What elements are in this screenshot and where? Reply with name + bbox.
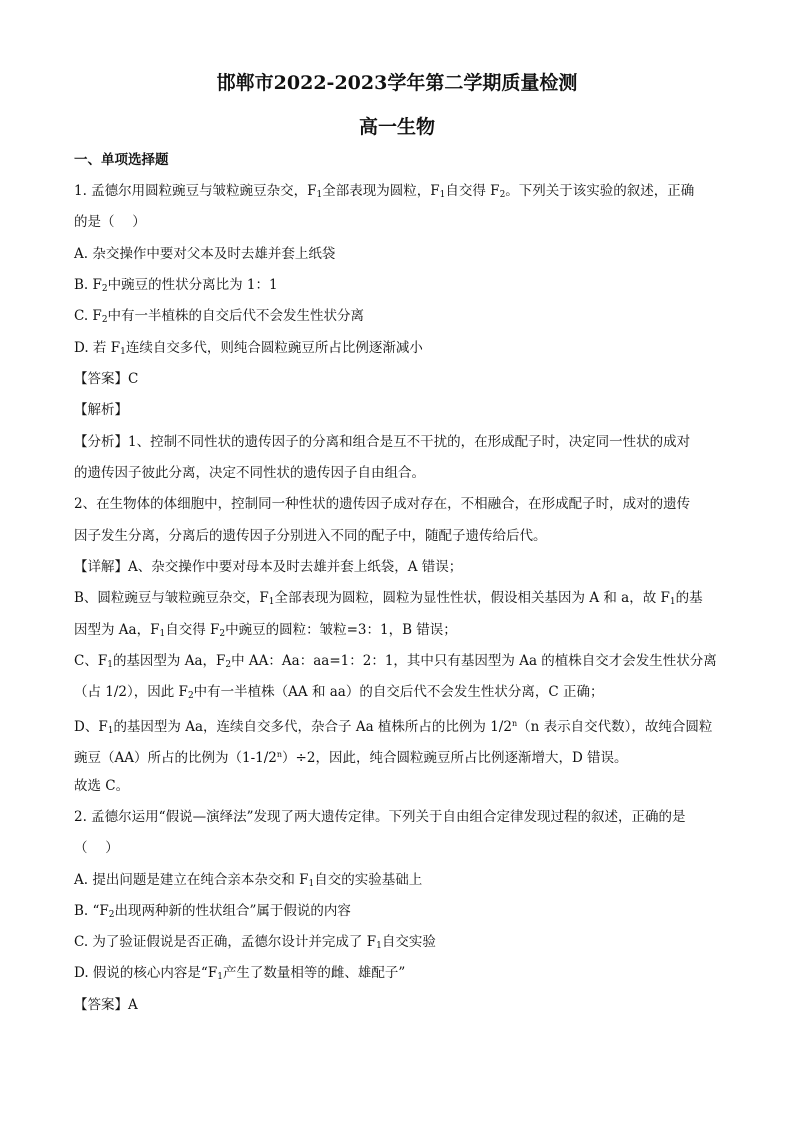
section-heading: 一、单项选择题: [74, 152, 169, 168]
q1-option-d: D. 若 $F_1$连续自交多代，则纯合圆粒豌豆所占比例逐渐减小: [74, 340, 423, 357]
q1-answer: 【答案】C: [74, 371, 139, 387]
q1-analysis-line2: 的遗传因子彼此分离，决定不同性状的遗传因子自由组合。: [74, 465, 425, 481]
q2-option-d: D. 假说的核心内容是“$F_1$产生了数量相等的雌、雄配子”: [74, 965, 406, 982]
q2-stem-line2: （ ）: [74, 840, 119, 856]
document-subtitle: 高一生物: [358, 116, 435, 138]
q2-stem-line1: 2. 孟德尔运用“假说—演绎法”发现了两大遗传定律。下列关于自由组合定律发现过程的叙述，正确的是: [74, 809, 686, 825]
q1-analysis-line1: 【分析】1、控制不同性状的遗传因子的分离和组合是互不干扰的，在形成配子时，决定同一性状的成对: [74, 434, 691, 450]
q2-option-a: A. 提出问题是建立在纯合亲本杂交和 $F_1$自交的实验基础上: [74, 872, 423, 889]
q1-detail-line8: 故选 C。: [74, 778, 130, 794]
q1-detail-line5: （占 1/2），因此 $F_2$中有一半植株（AA 和 aa）的自交后代不会发生性状分离，C 正确；: [74, 684, 604, 701]
q1-option-b: B. $F_2$中豌豆的性状分离比为 1：1: [74, 277, 278, 294]
q1-detail-line1: 【详解】A、杂交操作中要对母本及时去雄并套上纸袋，A 错误；: [74, 559, 463, 575]
q1-option-c: C. $F_2$中有一半植株的自交后代不会发生性状分离: [74, 308, 365, 325]
q2-answer: 【答案】A: [74, 997, 138, 1013]
q1-option-a: A. 杂交操作中要对父本及时去雄并套上纸袋: [74, 246, 336, 262]
q1-stem-line2: 的是（ ）: [74, 214, 146, 230]
q1-detail-line2: B、圆粒豌豆与皱粒豌豆杂交，$F_1$全部表现为圆粒，圆粒为显性性状，假设相关基因为 A 和 a，故 $F_1$的基: [74, 590, 703, 607]
q1-analysis-heading: 【解析】: [74, 402, 128, 418]
document-title: 邯郸市2022-2023学年第二学期质量检测: [216, 72, 578, 94]
q1-analysis-line3: 2、在生物体的体细胞中，控制同一种性状的遗传因子成对存在，不相融合，在形成配子时，成对的遗传: [74, 496, 691, 512]
q1-detail-line7: 豌豆（AA）所占的比例为$(1-1/2^n)\div 2$，因此，纯合圆粒豌豆所占比例逐渐增大，D 错误。: [74, 750, 628, 766]
q1-stem-line1: 1. 孟德尔用圆粒豌豆与皱粒豌豆杂交，$F_1$全部表现为圆粒，$F_1$自交得 $F_2$。下列关于该实验的叙述，正确: [74, 183, 695, 200]
q1-analysis-line4: 因子发生分离，分离后的遗传因子分别进入不同的配子中，随配子遗传给后代。: [74, 528, 547, 544]
q1-detail-line4: C、$F_1$的基因型为 Aa，$F_2$中 AA：Aa：aa=1：2：1，其中只有基因型为 Aa 的植株自交才会发生性状分离: [74, 653, 717, 670]
q2-option-b: B. “$F_2$出现两种新的性状组合”属于假说的内容: [74, 903, 351, 920]
q2-option-c: C. 为了验证假说是否正确，孟德尔设计并完成了 $F_1$自交实验: [74, 934, 436, 951]
q1-detail-line3: 因型为 Aa，$F_1$自交得 $F_2$中豌豆的圆粒：皱粒=3：1，B 错误；: [74, 622, 457, 639]
q1-detail-line6: D、$F_1$的基因型为 Aa，连续自交多代，杂合子 Aa 植株所占的比例为 1/2$^n$（n 表示自交代数），故纯合圆粒: [74, 719, 713, 736]
